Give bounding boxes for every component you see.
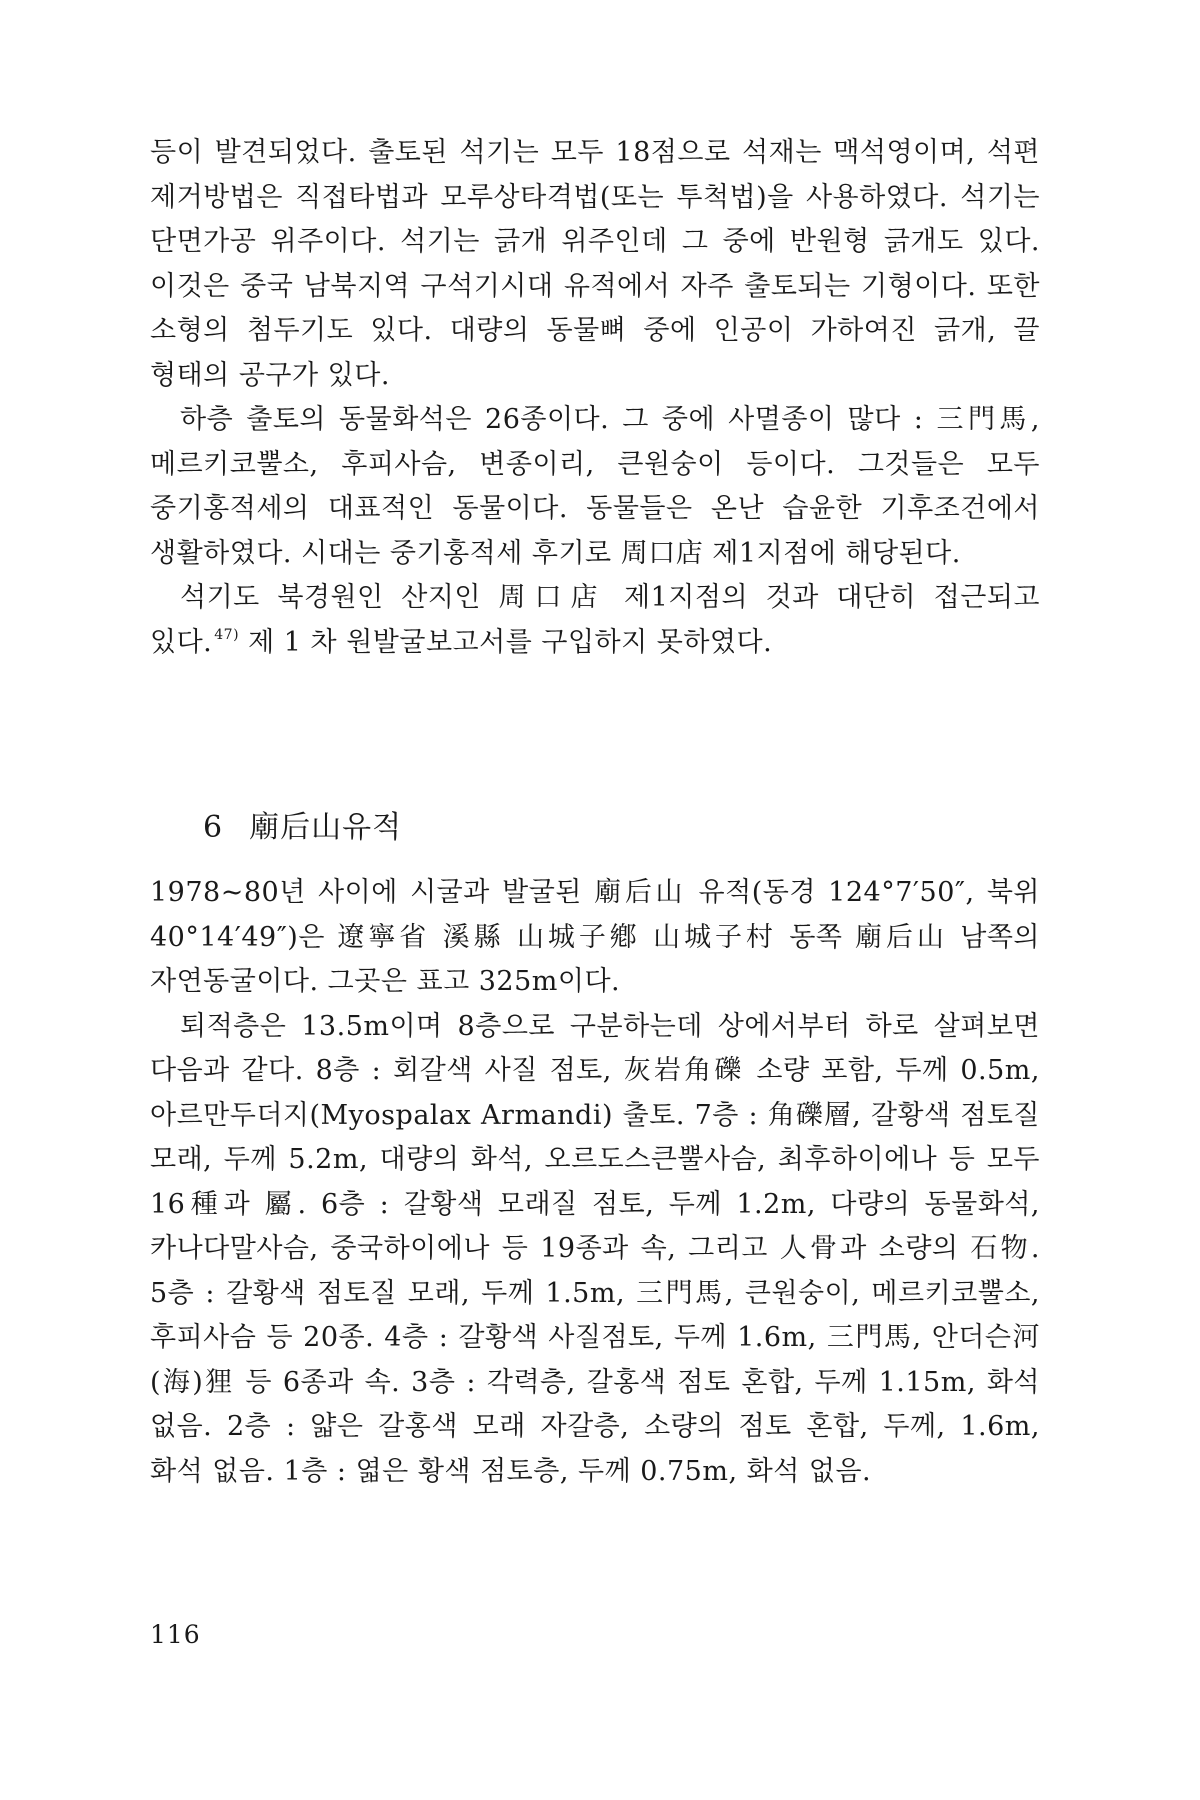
body-text-top — [150, 131, 1040, 665]
paragraph-tools: 등이 발견되었다. 출토된 석기는 모두 18점으로 석재는 맥석영이며, 석편 제거방법은 직접타법과 모루상타격법(또는 투척법)을 사용하였다. 석기는 단면가공 위주이다. 석기는 긁개 위주인데 그 중에 반원형 긁개도 있다. 이것은 중국 남북지역 구석기시대 유적에서 자주 출토되는 기형이다. 또한 소형의 첨두기도 있다. 대량의 동물뼈 중에 인공이 가하여진 긁개, 끌 형태의 공구가 있다. — [150, 137, 1040, 391]
paragraph-comparison-tail: 제 1 차 원발굴보고서를 구입하지 못하였다. — [239, 626, 773, 658]
section-heading — [203, 808, 402, 848]
paragraph-comparison-text: 석기도 북경원인 산지인 周口店 제1지점의 것과 대단히 접근되고 있다. — [150, 582, 1040, 658]
page-number: 116 — [150, 1620, 201, 1649]
section-number: 6 — [203, 810, 224, 845]
section-title: 廟后山유적 — [249, 810, 403, 845]
footnote-marker: 47) — [214, 626, 240, 643]
paragraph-fauna: 하층 출토의 동물화석은 26종이다. 그 중에 사멸종이 많다 : 三門馬, 메르키코뿔소, 후피사슴, 변종이리, 큰원숭이 등이다. 그것들은 모두 중기홍적세의 대표적인 동물이다. 동물들은 온난 습윤한 기후조건에서 생활하였다. 시대는 중기홍적세 후기로 周口店 제1지점에 해당된다. — [150, 404, 1040, 569]
body-text-site — [150, 871, 1040, 1494]
paragraph-stratigraphy: 퇴적층은 13.5m이며 8층으로 구분하는데 상에서부터 하로 살펴보면 다음과 같다. 8층 : 회갈색 사질 점토, 灰岩角礫 소량 포함, 두께 0.5m, 아르만두더지(Myospalax Armandi) 출토. 7층 : 角礫層, 갈황색 점토질 모래, 두께 5.2m, 대량의 화석, 오르도스큰뿔사슴, 최후하이에나 등 모두 16種과 屬. 6층 : 갈황색 모래질 점토, 두께 1.2m, 다량의 동물화석, 카나다말사슴, 중국하이에나 등 19종과 속, 그리고 人骨과 소량의 石物. 5층 : 갈황색 점토질 모래, 두께 1.5m, 三門馬, 큰원숭이, 메르키코뿔소, 후피사슴 등 20종. 4층 : 갈황색 사질점토, 두께 1.6m, 三門馬, 안더슨河(海)狸 등 6종과 속. 3층 : 각력층, 갈홍색 점토 혼합, 두께 1.15m, 화석 없음. 2층 : 얇은 갈홍색 모래 자갈층, 소량의 점토 혼합, 두께, 1.6m, 화석 없음. 1층 : 엷은 황색 점토층, 두께 0.75m, 화석 없음. — [150, 1010, 1040, 1487]
paragraph-location: 1978~80년 사이에 시굴과 발굴된 廟后山 유적(동경 124°7′50″, 북위 40°14′49″)은 遼寧省 溪縣 山城子鄕 山城子村 동쪽 廟后山 남쪽의 자연동굴이다. 그곳은 표고 325m이다. — [150, 877, 1040, 997]
paragraph-comparison — [150, 576, 1040, 665]
